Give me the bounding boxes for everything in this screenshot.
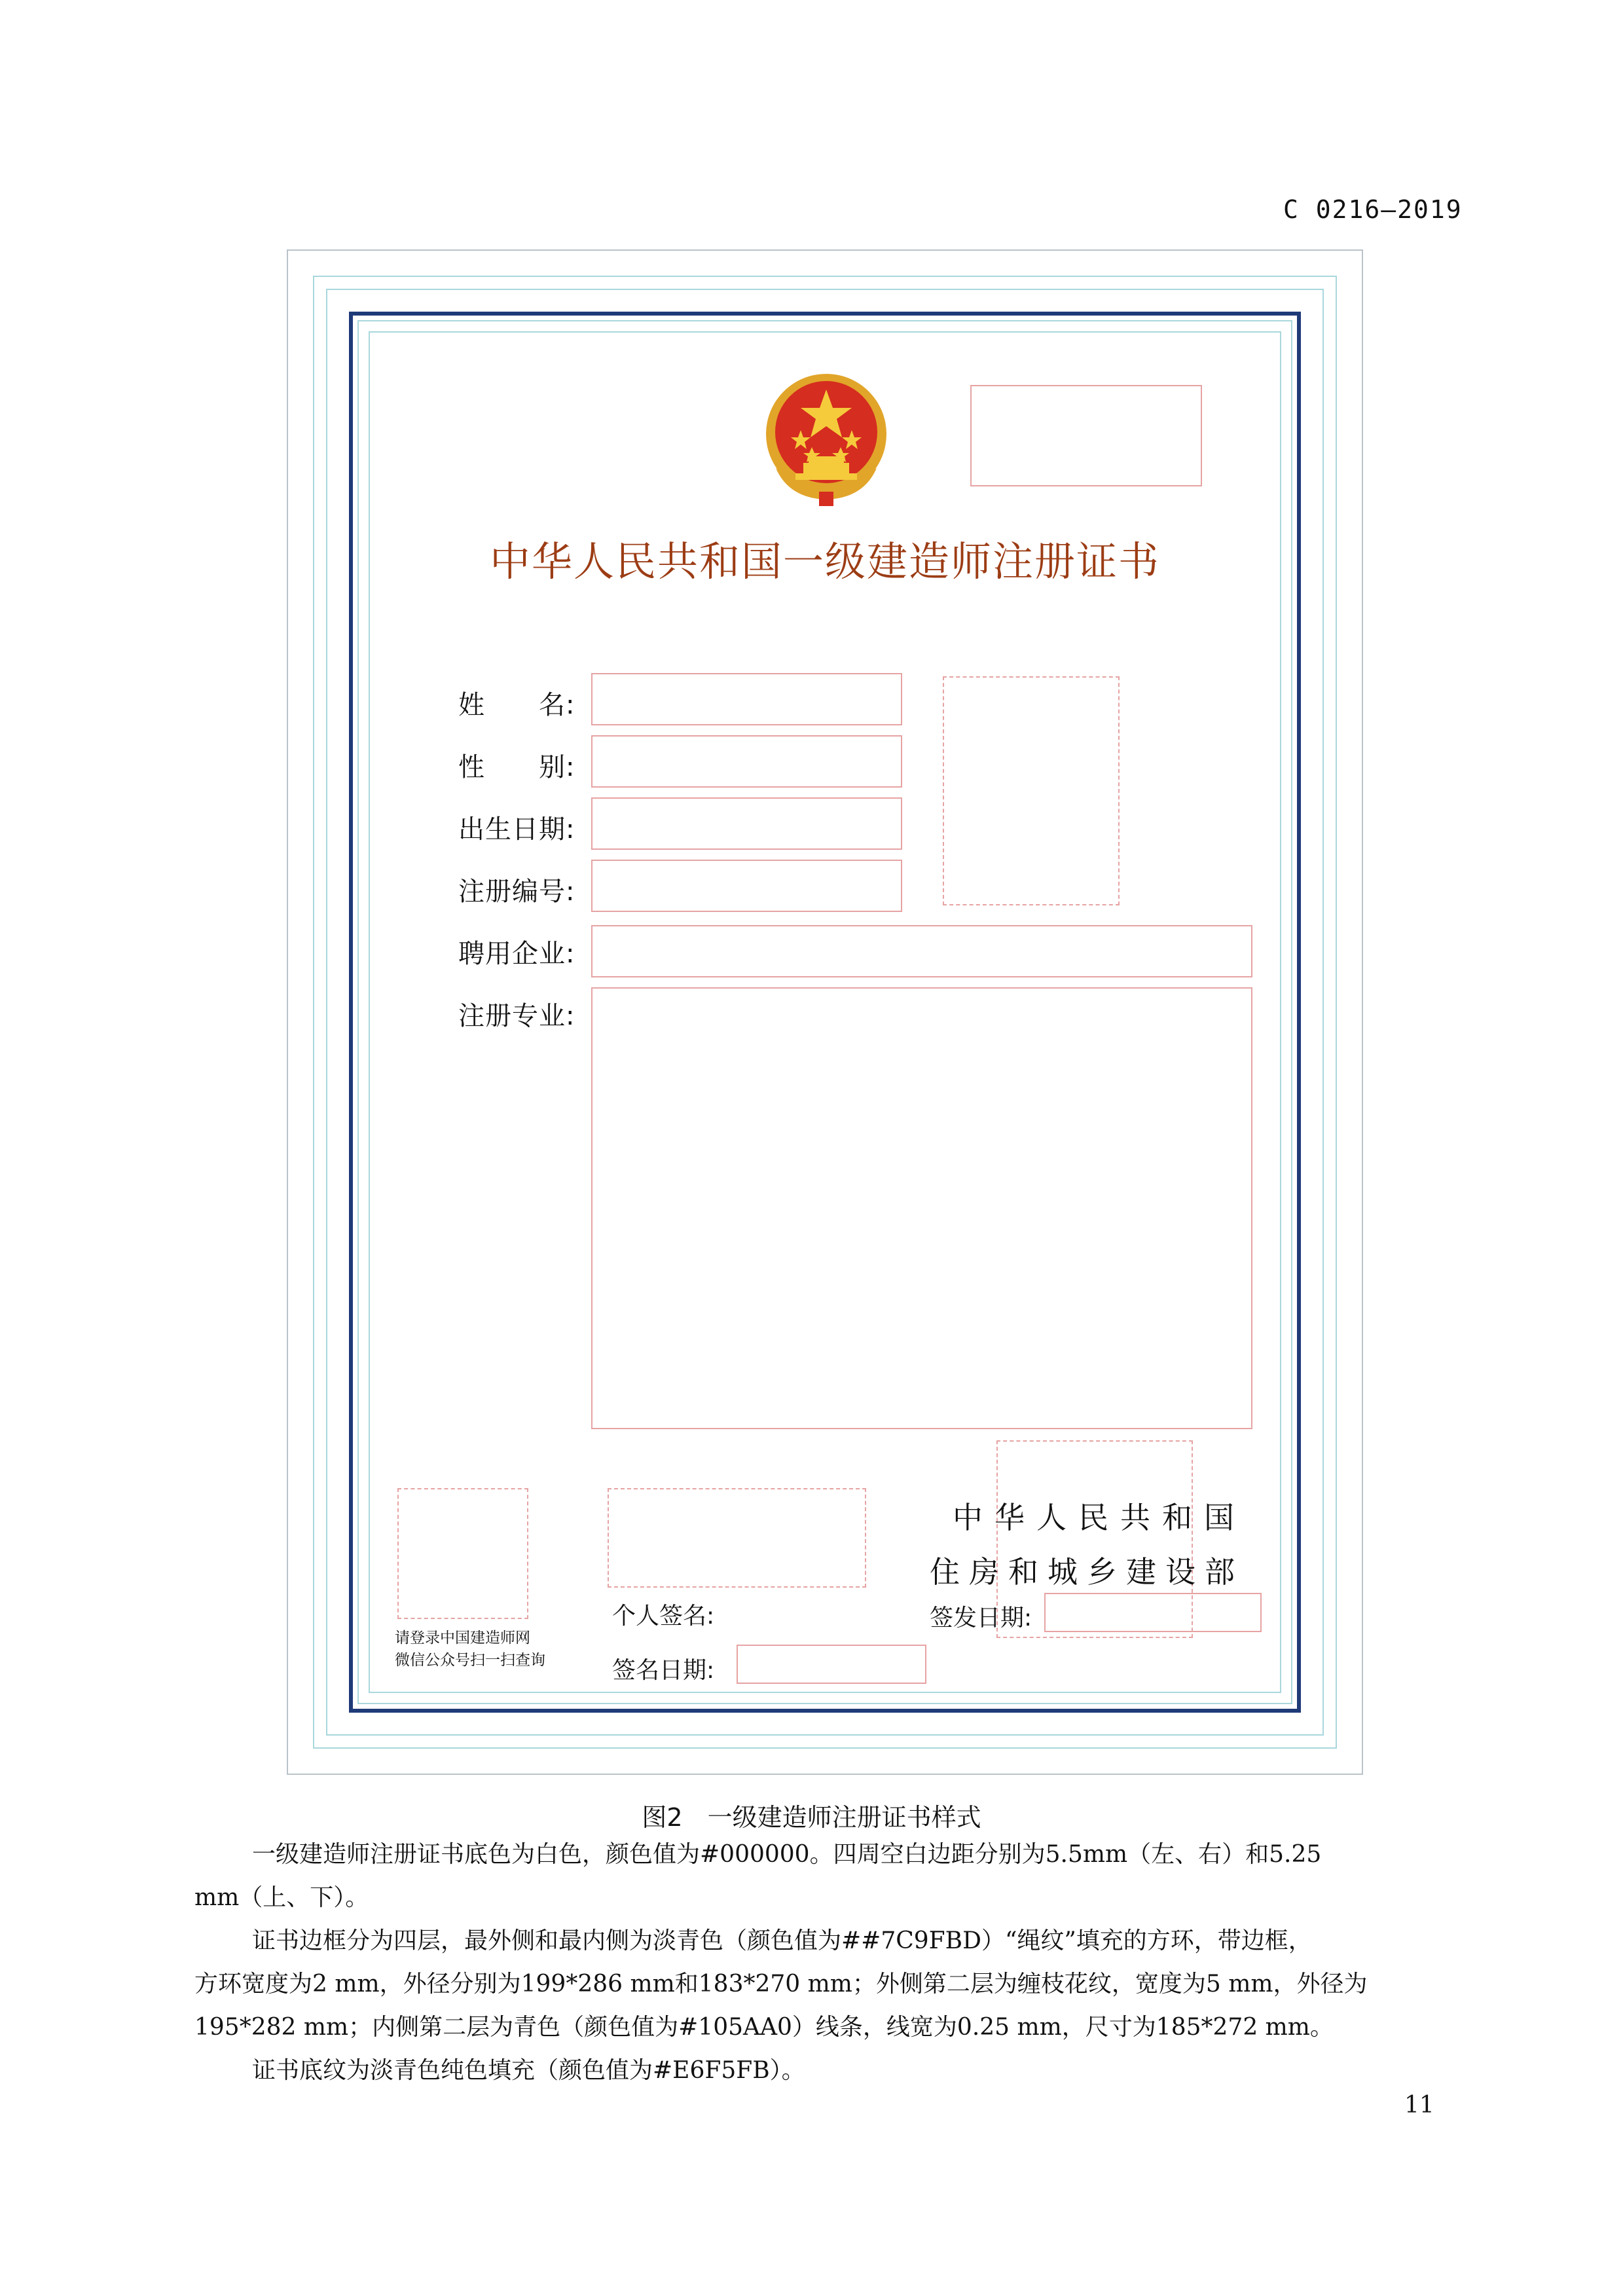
paragraph-2-line-2: 方环宽度为2 mm，外径分别为199*286 mm和183*270 mm；外侧第二层为缠枝花纹，宽度为5 mm，外径为 [194, 1971, 1368, 1997]
certificate-title: 中华人民共和国一级建造师注册证书 [489, 538, 1160, 585]
specialty-field [591, 987, 1252, 1429]
label-registration-number: 注册编号: [458, 877, 575, 907]
paragraph-2-line-3: 195*282 mm；内侧第二层为青色（颜色值为#105AA0）线条，线宽为0.25 mm，尺寸为185*272 mm。 [194, 2014, 1334, 2041]
paragraph-2-line-1: 证书边框分为四层，最外侧和最内侧为淡青色（颜色值为##7C9FBD）“绳纹”填充的方环，带边框， [252, 1927, 1312, 1954]
label-employer: 聘用企业: [458, 939, 575, 969]
label-gender: 性 别: [458, 752, 575, 782]
figure-caption: 图2 一级建造师注册证书样式 [642, 1803, 981, 1832]
sign-date-label: 签名日期: [612, 1657, 715, 1684]
issue-date-field [1044, 1593, 1262, 1632]
signature-label: 个人签名: [612, 1603, 715, 1630]
qr-code-placeholder [397, 1488, 528, 1619]
label-name: 姓 名: [458, 690, 575, 720]
label-birth-date: 出生日期: [458, 814, 575, 845]
employer-field [591, 925, 1252, 977]
issuer-line-1: 中华人民共和国 [953, 1500, 1246, 1535]
label-specialty: 注册专业: [458, 1001, 575, 1031]
page-number: 11 [1404, 2092, 1434, 2119]
issuer-line-2: 住房和城乡建设部 [930, 1554, 1244, 1590]
paragraph-3: 证书底纹为淡青色纯色填充（颜色值为#E6F5FB）。 [252, 2057, 805, 2084]
paragraph-1-line-2: mm（上、下）。 [194, 1884, 369, 1911]
registration-number-field [591, 860, 902, 912]
document-code: C 0216—2019 [1283, 195, 1463, 224]
gender-field [591, 735, 902, 788]
paragraph-1-line-1: 一级建造师注册证书底色为白色，颜色值为#000000。四周空白边距分别为5.5mm（左、右）和5.25 [252, 1841, 1322, 1868]
stamp-placeholder [970, 385, 1202, 486]
qr-note-line-2: 微信公众号扫一扫查询 [395, 1652, 545, 1669]
photo-placeholder [943, 676, 1120, 905]
issue-date-label: 签发日期: [930, 1605, 1032, 1631]
name-field [591, 673, 902, 725]
birth-date-field [591, 797, 902, 850]
qr-note [395, 1627, 545, 1671]
sign-date-field [737, 1645, 926, 1684]
signature-placeholder [608, 1488, 866, 1588]
national-emblem-icon [763, 370, 890, 507]
qr-note-line-1: 请登录中国建造师网 [395, 1630, 530, 1647]
